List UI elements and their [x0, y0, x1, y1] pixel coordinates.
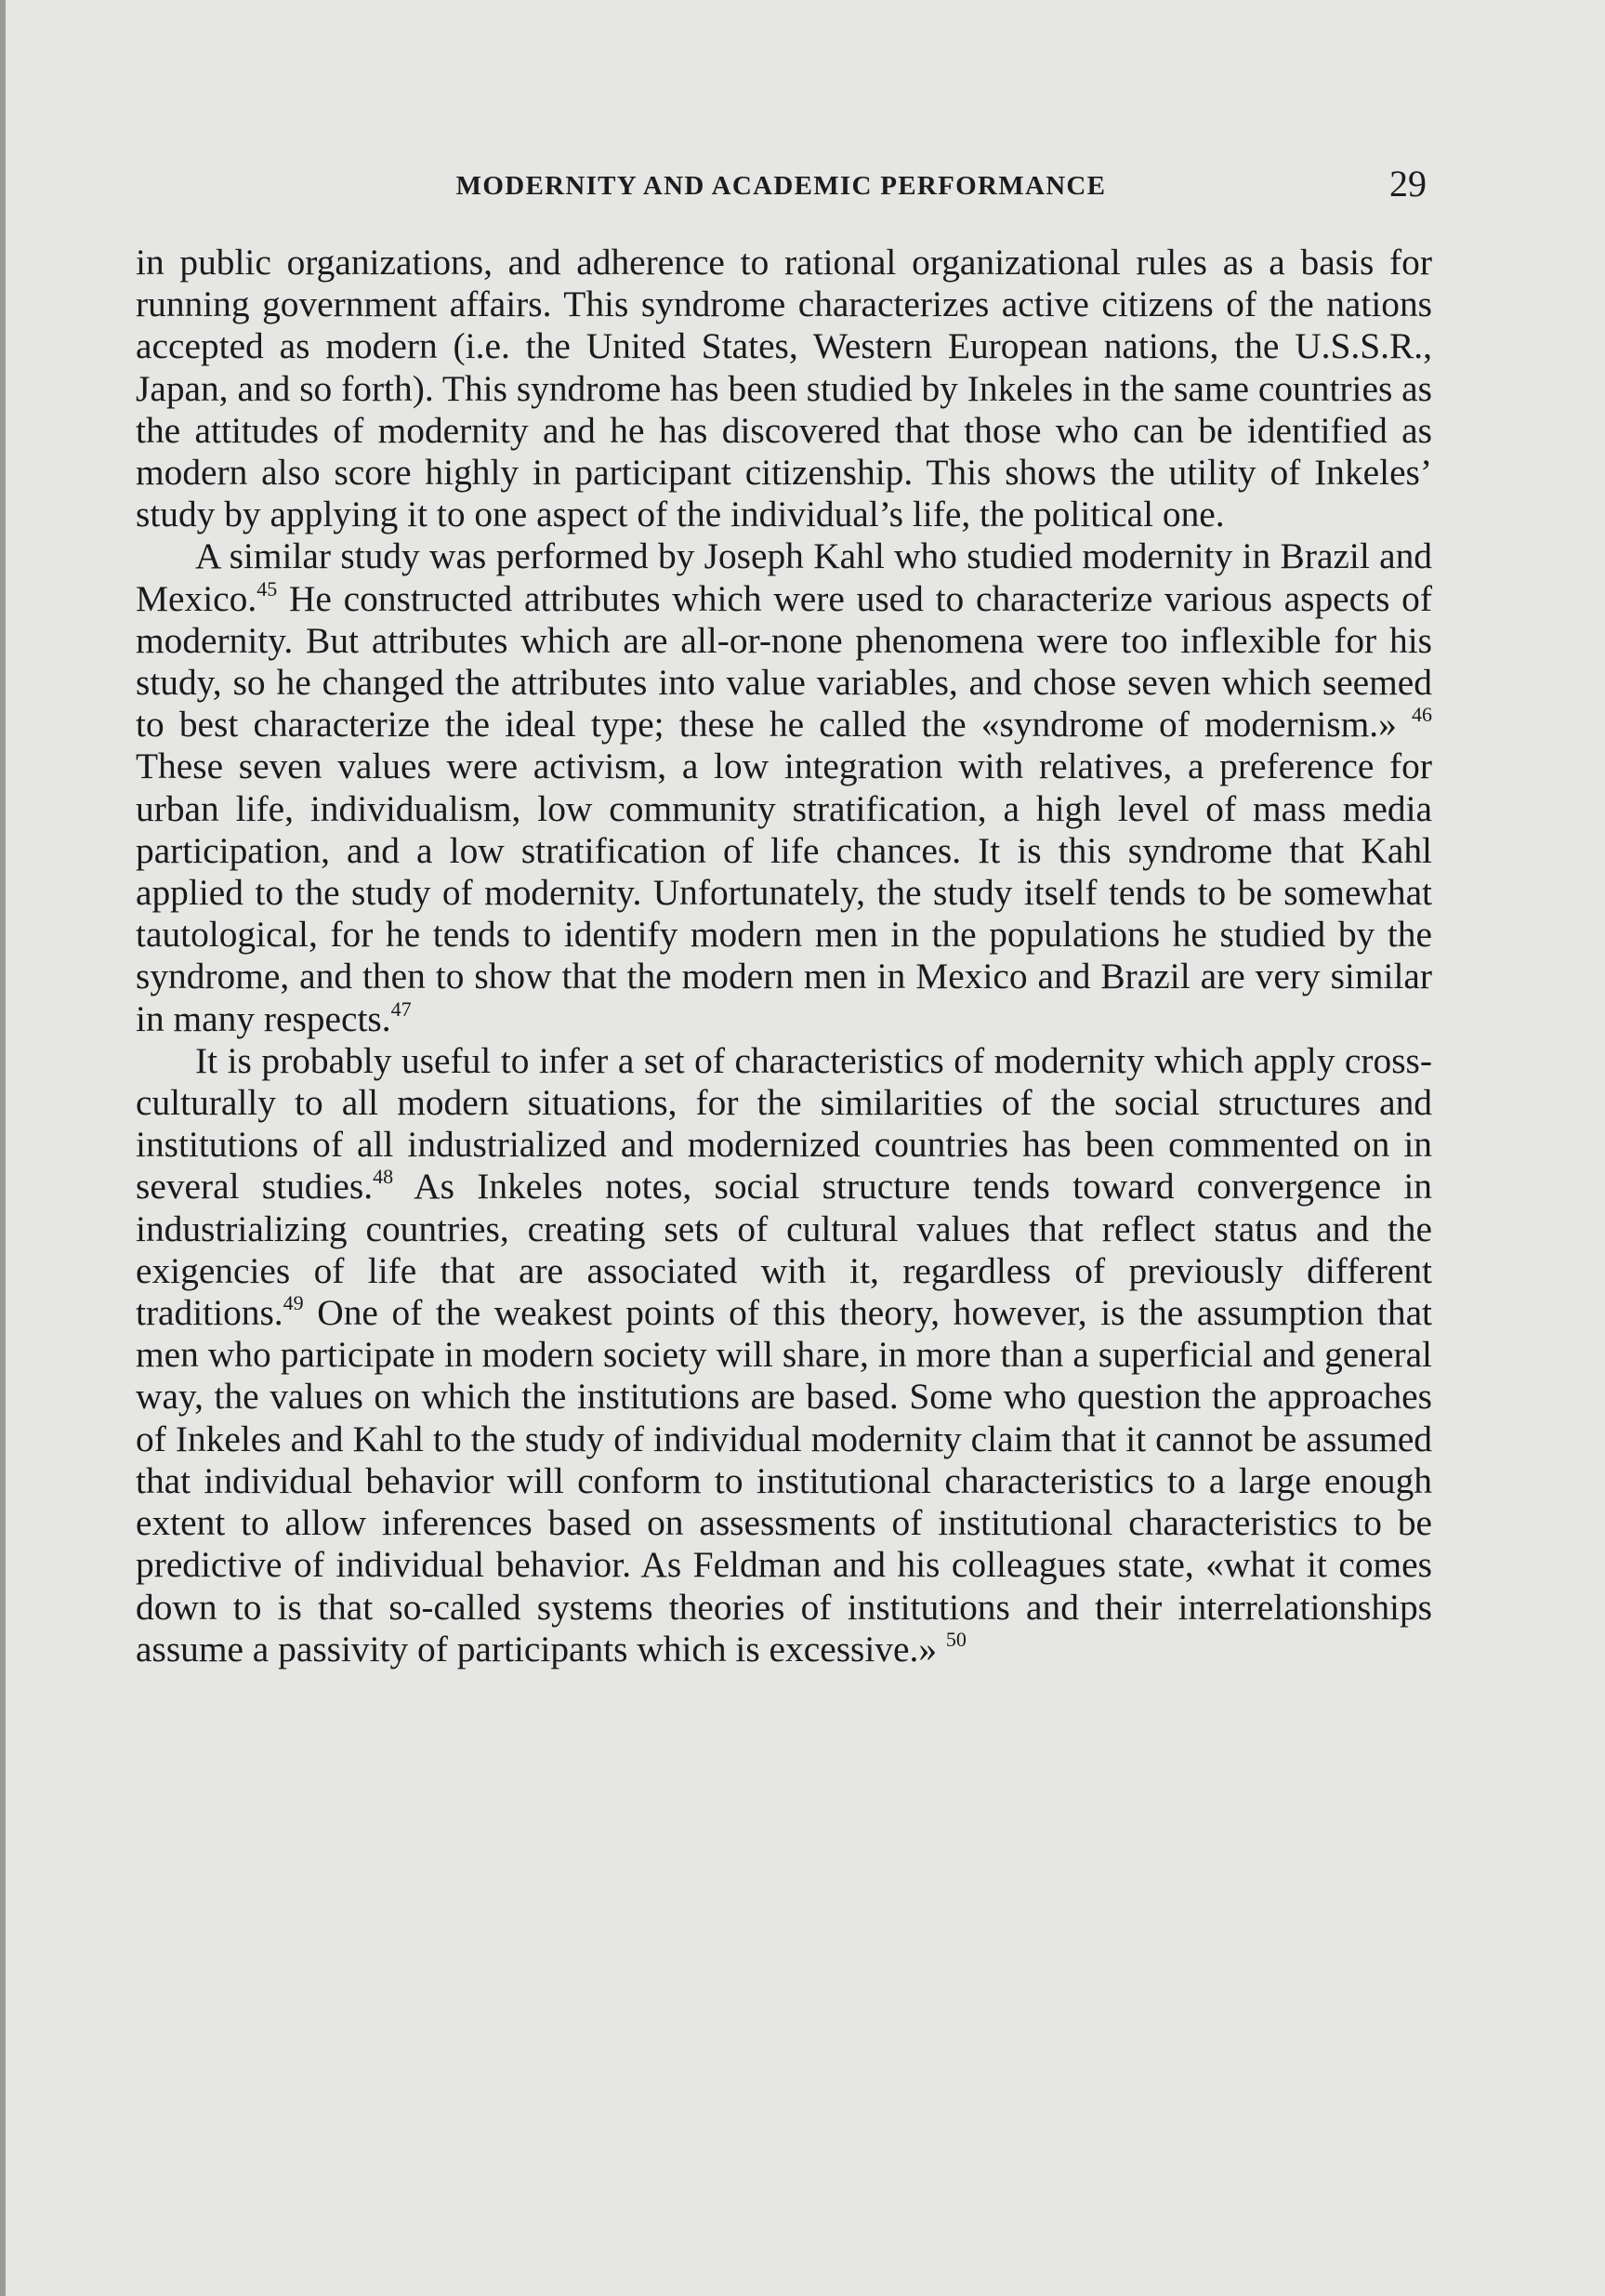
footnote-ref-45[interactable]: 45: [257, 576, 278, 600]
text-segment: A similar study was performed by Joseph Kahl who studied modernity in Brazil and Mexico.: [136, 535, 1432, 619]
page-number: 29: [1389, 163, 1427, 205]
footnote-ref-47[interactable]: 47: [390, 996, 412, 1021]
footnote-ref-49[interactable]: 49: [283, 1290, 304, 1314]
body-text: [136, 242, 1432, 1670]
paragraph-1: [136, 242, 1432, 535]
paragraph-2: [136, 535, 1432, 1039]
footnote-ref-50[interactable]: 50: [945, 1627, 967, 1651]
running-head: [136, 162, 1427, 208]
text-segment: As Inkeles notes, social structure tends toward convergence in industrializing countries, creating sets of cultural values that reflect status and the exigencies of life that are associated with it, regardless of previously different traditions.: [136, 1166, 1432, 1334]
footnote-ref-48[interactable]: 48: [373, 1165, 394, 1189]
text-segment: One of the weakest points of this theory, however, is the assumption that men who participate in modern society will share, in more than a superficial and general way, the values on which the institutions are based. Some who question the approaches of Inkeles and Kahl to the study of individual modernity claim that it cannot be assumed that individual behavior will conform to institutional characteristics to a large enough extent to allow inferences based on assessments of institutional characteristics to be predictive of individual behavior. As Feldman and his colleagues state, «what it comes down to is that so-called systems theories of institutions and their interrelationships assume a passivity of participants which is excessive.»: [136, 1292, 1432, 1669]
text-segment: in public organizations, and adherence to rational organizational rules as a basis for running government affairs. This syndrome characterizes active citizens of the nations accepted as modern (i.e. the United States, Western European nations, the U.S.S.R., Japan, and so forth). This syndrome has been studied by Inkeles in the same countries as the attitudes of modernity and he has discovered that those who can be identified as modern also score highly in participant citizenship. This shows the utility of Inkeles’ study by applying it to one aspect of the individual’s life, the political one.: [136, 242, 1432, 535]
running-title: MODERNITY AND ACADEMIC PERFORMANCE: [455, 171, 1107, 201]
text-segment: It is probably useful to infer a set of characteristics of modernity which apply cross-culturally to all modern situations, for the similarities of the social structures and institutions of all industrialized and modernized countries has been commented on in several studies.: [136, 1039, 1432, 1207]
text-segment: These seven values were activism, a low integration with relatives, a preference for urban life, individualism, low community stratification, a high level of mass media participation, and a low stratification of life chances. It is this syndrome that Kahl applied to the study of modernity. Unfortunately, the study itself tends to be somewhat tautological, for he tends to identify modern men in the populations he studied by the syndrome, and then to show that the modern men in Mexico and Brazil are very similar in many respects.: [136, 746, 1432, 1039]
footnote-ref-46[interactable]: 46: [1412, 703, 1432, 727]
text-segment: He constructed attributes which were used to characterize various aspects of modernity. But attributes which are all-or-none phenomena were too inflexible for his study, so he changed the attributes into value variables, and chose seven which seemed to best characterize the ideal type; these he called the «syndrome of modernism.»: [136, 577, 1432, 746]
paragraph-3: [136, 1040, 1432, 1670]
